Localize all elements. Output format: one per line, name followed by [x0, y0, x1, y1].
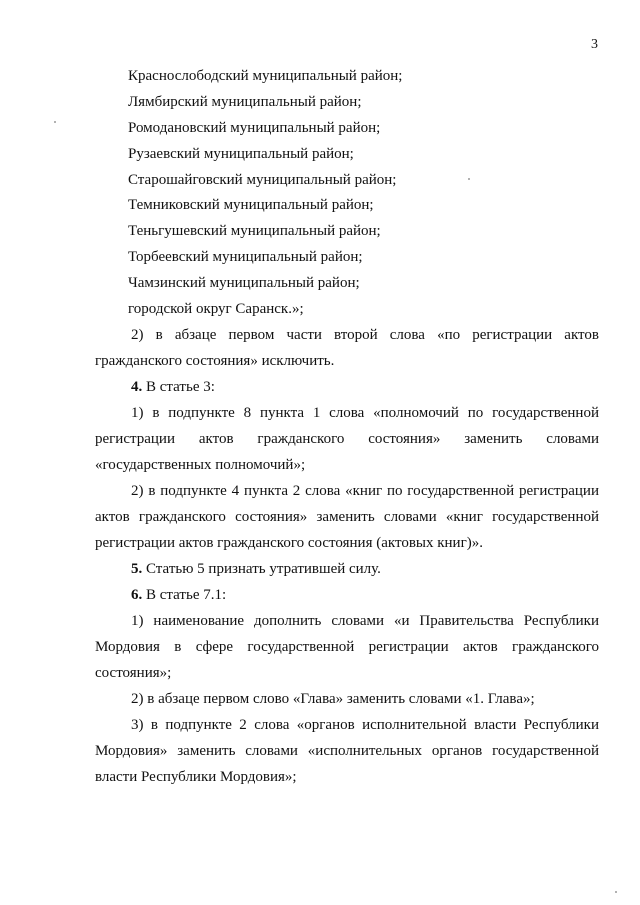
- paragraph-line: регистрации актов гражданского состояния (актовых книг)».: [95, 535, 483, 551]
- paragraph-line: 1) в подпункте 8 пункта 1 слова «полномочий по государственной: [131, 405, 599, 421]
- paragraph-line: 2) в подпункте 4 пункта 2 слова «книг по государственной регистрации: [131, 483, 599, 499]
- paragraph-line: 2) в абзаце первом слово «Глава» заменить словами «1. Глава»;: [131, 691, 535, 707]
- paragraph-line: гражданского состояния» исключить.: [95, 353, 335, 369]
- article-heading: [131, 378, 215, 396]
- paragraph-line: 2) в абзаце первом части второй слова «по регистрации актов: [131, 327, 599, 343]
- paragraph-line: Мордовия в сфере государственной регистрации актов гражданского: [95, 639, 599, 655]
- district-list-item: Старошайговский муниципальный район;: [128, 172, 397, 188]
- district-list-item: Рузаевский муниципальный район;: [128, 146, 354, 162]
- district-list-item: Чамзинский муниципальный район;: [128, 275, 360, 291]
- article-number: 6.: [131, 587, 143, 603]
- paragraph-line: 3) в подпункте 2 слова «органов исполнительной власти Республики: [131, 717, 599, 733]
- article-number: 5.: [131, 561, 143, 577]
- paragraph-line: 1) наименование дополнить словами «и Правительства Республики: [131, 613, 599, 629]
- district-list-item: Ромодановский муниципальный район;: [128, 120, 381, 136]
- paragraph-line: «государственных полномочий»;: [95, 457, 306, 473]
- scan-speck: [615, 891, 617, 893]
- paragraph-line: Мордовия» заменить словами «исполнительных органов государственной: [95, 743, 599, 759]
- paragraph-line: власти Республики Мордовия»;: [95, 769, 297, 785]
- article-number: 4.: [131, 379, 143, 395]
- scan-speck: [54, 121, 56, 123]
- district-list-item: Лямбирский муниципальный район;: [128, 94, 362, 110]
- article-title: В статье 7.1:: [146, 587, 227, 603]
- district-list-item: Краснослободский муниципальный район;: [128, 68, 403, 84]
- district-list-item: Теньгушевский муниципальный район;: [128, 223, 381, 239]
- district-list-item: городской округ Саранск.»;: [128, 301, 304, 317]
- scan-speck: [468, 178, 470, 180]
- district-list-item: Торбеевский муниципальный район;: [128, 249, 363, 265]
- paragraph-line: актов гражданского состояния» заменить словами «книг государственной: [95, 509, 599, 525]
- paragraph-line: состояния»;: [95, 665, 172, 681]
- article-heading: [131, 560, 381, 578]
- page-number: 3: [591, 37, 598, 52]
- article-heading: [131, 586, 226, 604]
- article-title: В статье 3:: [146, 379, 215, 395]
- district-list-item: Темниковский муниципальный район;: [128, 197, 374, 213]
- article-text: Статью 5 признать утратившей силу.: [146, 561, 381, 577]
- paragraph-line: регистрации актов гражданского состояния» заменить словами: [95, 431, 599, 447]
